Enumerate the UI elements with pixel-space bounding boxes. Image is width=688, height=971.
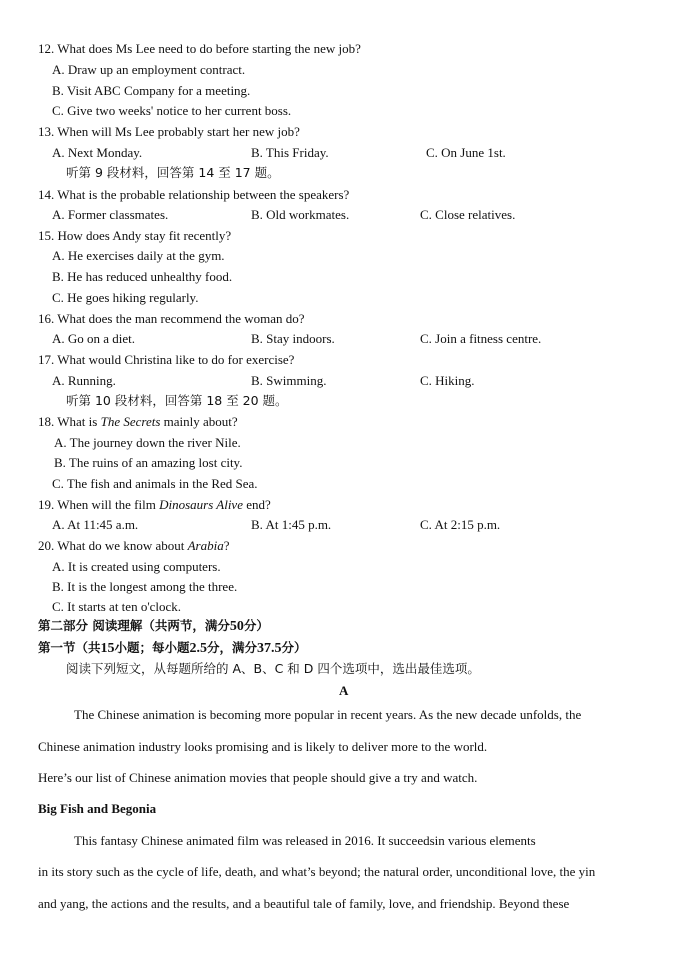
section1-text-e: 分，满分	[207, 640, 258, 655]
passage-p1-line2: Chinese animation industry looks promising and is likely to deliver more to the world.	[38, 739, 488, 754]
passage-p1-line1: The Chinese animation is becoming more popular in recent years. As the new decade unfolds, the	[74, 707, 582, 722]
section1-total: 37.5	[257, 641, 282, 656]
q15-option-c: C. He goes hiking regularly.	[52, 290, 199, 305]
q14-option-b: B. Old workmates.	[251, 207, 350, 222]
question-19	[38, 496, 271, 514]
passage-p1-line3: Here’s our list of Chinese animation movies that people should give a try and watch.	[38, 770, 478, 785]
question-14: 14. What is the probable relationship between the speakers?	[38, 187, 350, 202]
q20-title: Arabia	[187, 538, 224, 553]
question-16: 16. What does the man recommend the woman do?	[38, 311, 305, 326]
question-18	[38, 413, 238, 431]
section1-text-c: 小题；每小题	[114, 640, 190, 655]
question-15: 15. How does Andy stay fit recently?	[38, 228, 232, 243]
q17-option-b: B. Swimming.	[251, 373, 327, 388]
question-20	[38, 537, 230, 555]
q14-option-a: A. Former classmates.	[52, 207, 169, 222]
q20-option-c: C. It starts at ten o'clock.	[52, 599, 182, 614]
q12-option-c: C. Give two weeks' notice to her current boss.	[52, 103, 292, 118]
q20-text-post: ?	[223, 538, 230, 553]
q18-text-pre: 18. What is	[38, 414, 101, 429]
question-17: 17. What would Christina like to do for exercise?	[38, 352, 295, 367]
q13-option-a: A. Next Monday.	[52, 145, 143, 160]
q19-option-b: B. At 1:45 p.m.	[251, 517, 332, 532]
q13-option-c: C. On June 1st.	[426, 145, 506, 160]
reading-direction: 阅读下列短文，从每题所给的 A、B、C 和 D 四个选项中，选出最佳选项。	[66, 661, 480, 676]
q17-option-c: C. Hiking.	[420, 373, 475, 388]
q19-option-c: C. At 2:15 p.m.	[420, 517, 501, 532]
q18-title: The Secrets	[100, 414, 161, 429]
part2-score: 50	[229, 619, 244, 634]
q18-option-a: A. The journey down the river Nile.	[54, 435, 241, 450]
question-13: 13. When will Ms Lee probably start her new job?	[38, 124, 300, 139]
question-12: 12. What does Ms Lee need to do before starting the new job?	[38, 41, 361, 56]
passage-label: A	[339, 683, 349, 698]
q18-text-post: mainly about?	[160, 414, 238, 429]
q12-option-b: B. Visit ABC Company for a meeting.	[52, 83, 251, 98]
q14-option-c: C. Close relatives.	[420, 207, 516, 222]
passage-p2-line2: in its story such as the cycle of life, death, and what’s beyond; the natural order, unconditional love, the yin	[38, 864, 596, 879]
q19-text-post: end?	[242, 497, 271, 512]
instruction-listen-10: 听第 10 段材料，回答第 18 至 20 题。	[66, 393, 288, 408]
q13-option-b: B. This Friday.	[251, 145, 329, 160]
q20-option-a: A. It is created using computers.	[52, 559, 221, 574]
q16-option-c: C. Join a fitness centre.	[420, 331, 542, 346]
q15-option-a: A. He exercises daily at the gym.	[52, 248, 225, 263]
q18-option-c: C. The fish and animals in the Red Sea.	[52, 476, 258, 491]
q16-option-b: B. Stay indoors.	[251, 331, 335, 346]
instruction-listen-9: 听第 9 段材料，回答第 14 至 17 题。	[66, 165, 280, 180]
section1-text-g: 分）	[281, 640, 307, 655]
q19-title: Dinosaurs Alive	[159, 497, 243, 512]
q19-option-a: A. At 11:45 a.m.	[52, 517, 139, 532]
part2-heading-text: 第二部分 阅读理解（共两节，满分	[38, 618, 230, 633]
part2-heading-end: 分）	[243, 618, 269, 633]
passage-p2-line1: This fantasy Chinese animated film was released in 2016. It succeedsin various elements	[74, 833, 536, 848]
section1-text-a: 第一节（共	[38, 640, 101, 655]
section1-per-score: 2.5	[189, 641, 208, 656]
q18-option-b: B. The ruins of an amazing lost city.	[54, 455, 243, 470]
q20-option-b: B. It is the longest among the three.	[52, 579, 238, 594]
passage-p2-line3: and yang, the actions and the results, and a beautiful tale of family, love, and friendship. Beyond these	[38, 896, 570, 911]
passage-subtitle: Big Fish and Begonia	[38, 801, 157, 816]
q17-option-a: A. Running.	[52, 373, 116, 388]
q20-text-pre: 20. What do we know about	[38, 538, 188, 553]
q16-option-a: A. Go on a diet.	[52, 331, 136, 346]
part2-heading	[38, 616, 269, 637]
section1-heading	[38, 638, 307, 659]
q19-text-pre: 19. When will the film	[38, 497, 160, 512]
q15-option-b: B. He has reduced unhealthy food.	[52, 269, 233, 284]
section1-count: 15	[100, 641, 115, 656]
q12-option-a: A. Draw up an employment contract.	[52, 62, 246, 77]
